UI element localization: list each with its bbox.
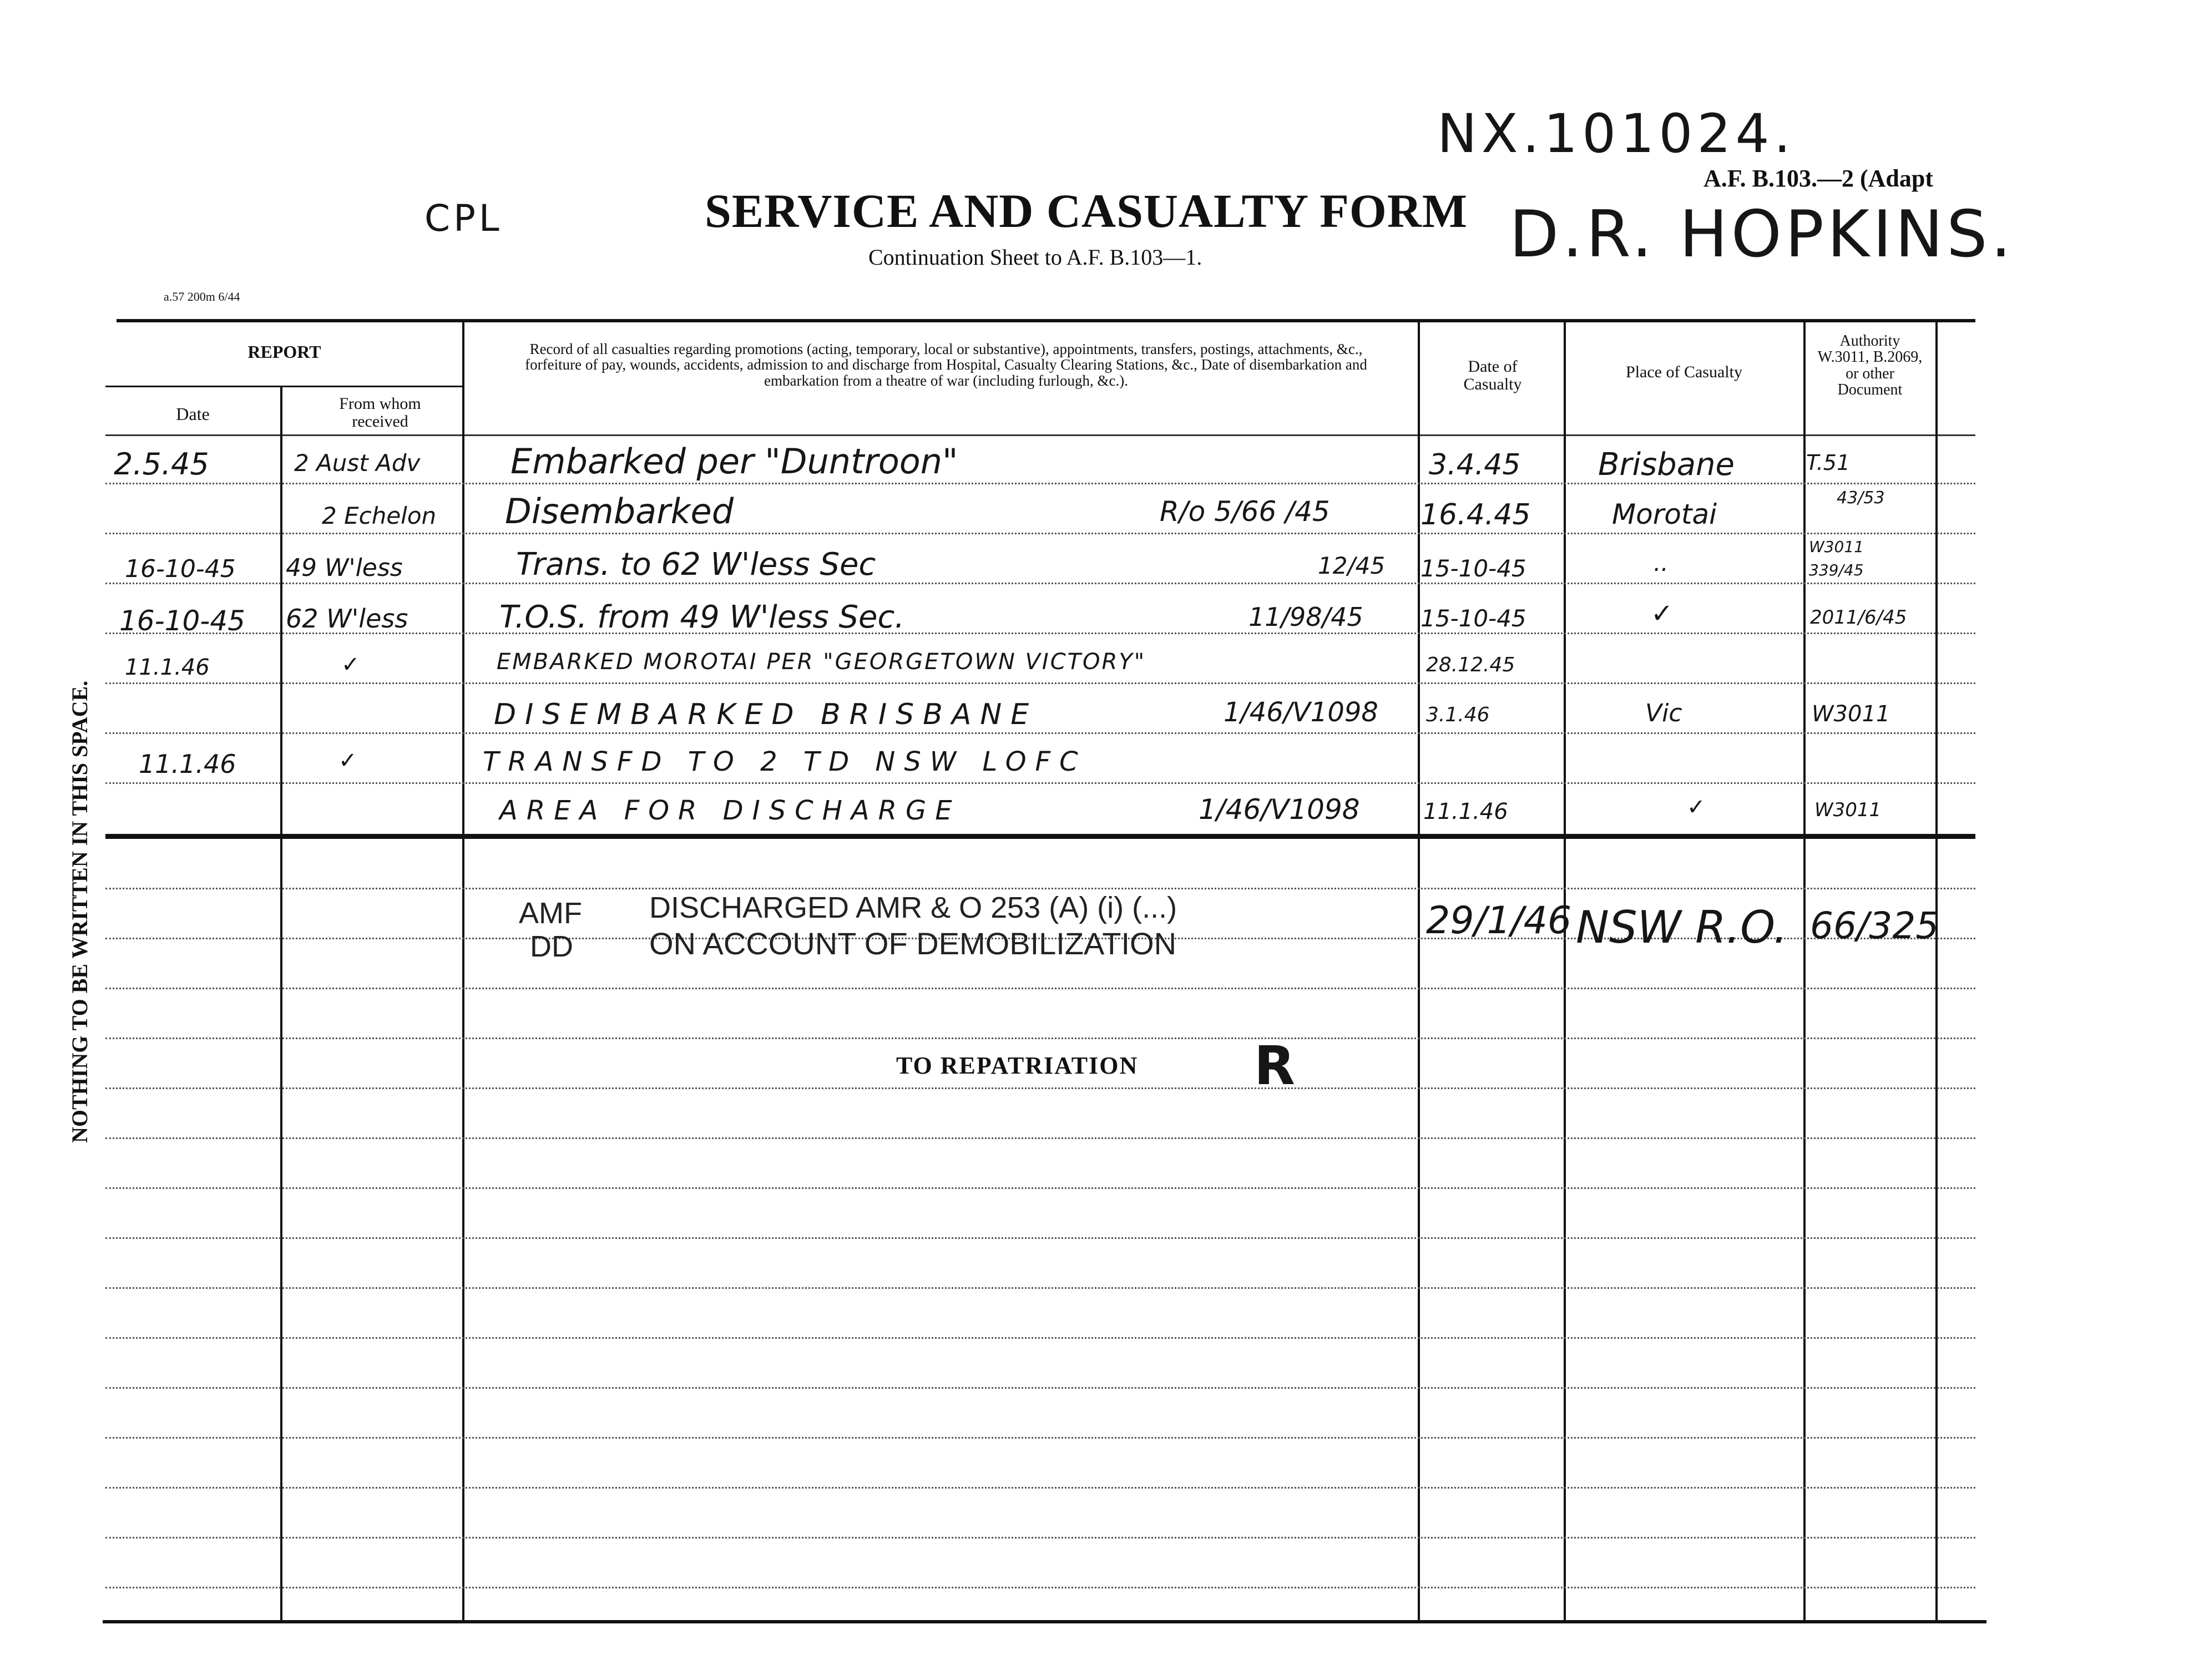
entry-4-date: 16-10-45	[119, 605, 245, 637]
entry-4-record: T.O.S. from 49 W'less Sec.	[499, 599, 905, 635]
entry-4-place: ✓	[1651, 598, 1674, 629]
rank: CPL	[424, 197, 503, 240]
entry-1-place: Brisbane	[1598, 447, 1735, 483]
entry-2-place: Morotai	[1612, 498, 1717, 530]
entry-2-from: 2 Echelon	[322, 502, 437, 529]
entry-6-casualty-date: 3.1.46	[1426, 704, 1490, 726]
header-date: Date	[176, 404, 210, 424]
entry-3-record: Trans. to 62 W'less Sec	[516, 546, 876, 583]
entry-2-record: Disembarked	[505, 491, 734, 532]
stamp-amf: AMF	[519, 897, 582, 930]
col-line-from	[462, 321, 464, 1622]
col-line-place	[1803, 321, 1806, 1622]
header-authority: Authority W.3011, B.2069, or other Document	[1817, 332, 1923, 399]
table-bottom-border	[103, 1620, 1986, 1623]
col-line-date	[280, 386, 282, 1622]
entry-8-casualty-date: 11.1.46	[1423, 799, 1508, 824]
entry-1-casualty-date: 3.4.45	[1429, 448, 1521, 482]
margin-note: NOTHING TO BE WRITTEN IN THIS SPACE.	[67, 680, 92, 1143]
discharge-line-2: ON ACCOUNT OF DEMOBILIZATION	[649, 926, 1177, 961]
entry-3-ref: 12/45	[1318, 552, 1386, 579]
entry-7-record: TRANSFD TO 2 TD NSW LOFC	[483, 746, 1087, 777]
discharge-place: NSW R.O.	[1576, 902, 1788, 953]
entry-5-record: EMBARKED MOROTAI PER "GEORGETOWN VICTORY"	[497, 649, 1146, 675]
form-title: SERVICE AND CASUALTY FORM	[705, 184, 1468, 237]
form-code: a.57 200m 6/44	[164, 290, 240, 303]
header-underline	[105, 434, 1975, 436]
discharge-line-1: DISCHARGED AMR & O 253 (A) (i) (...)	[649, 891, 1177, 924]
service-number: NX.101024.	[1437, 103, 1796, 165]
col-line-date-casualty	[1564, 321, 1566, 1622]
entry-8-place: ✓	[1687, 795, 1706, 820]
entry-1-from: 2 Aust Adv	[294, 449, 421, 477]
header-date-of-casualty: Date of Casualty	[1463, 357, 1522, 393]
entry-7-date: 11.1.46	[139, 749, 236, 779]
soldier-name: D.R. HOPKINS.	[1509, 197, 2015, 272]
table-top-border	[117, 319, 1975, 322]
repatriation-mark: R	[1254, 1035, 1298, 1097]
entry-8-authority: W3011	[1814, 799, 1882, 821]
entry-2-casualty-date: 16.4.45	[1420, 498, 1531, 532]
entry-1-date: 2.5.45	[114, 447, 209, 482]
entry-4-ref: 11/98/45	[1248, 602, 1363, 632]
entry-2-ref: R/o 5/66 /45	[1160, 495, 1330, 528]
form-reference: A.F. B.103.—2 (Adapt	[1703, 165, 1933, 192]
entry-5-casualty-date: 28.12.45	[1426, 654, 1515, 676]
entry-5-from: ✓	[341, 652, 360, 677]
header-place-of-casualty: Place of Casualty	[1626, 363, 1742, 381]
header-record: Record of all casualties regarding promotions (acting, temporary, local or substantive), appointments, transfers, postings, attachments, &c., forfeiture of pay, wounds, accidents, admission to and discharge from Hospital, Casualty Clearing Stations, &c., Date of disembarkation and embarkation from a theatre of war (including furlough, &c.).	[525, 341, 1367, 389]
col-line-authority	[1935, 321, 1938, 1622]
entry-6-ref: 1/46/V1098	[1224, 697, 1378, 728]
entry-6-record: DISEMBARKED BRISBANE	[494, 698, 1038, 731]
entry-1-record: Embarked per "Duntroon"	[510, 441, 958, 482]
entry-4-from: 62 W'less	[286, 604, 408, 634]
discharge-authority: 66/325	[1810, 904, 1939, 947]
col-line-record	[1418, 321, 1420, 1622]
entry-2-authority: 43/53	[1837, 488, 1885, 508]
entry-3-date: 16-10-45	[125, 555, 236, 583]
section-divider	[105, 834, 1975, 839]
entry-1-authority: T.51	[1806, 451, 1851, 475]
stamp-dd: DD	[530, 930, 573, 963]
repatriation-stamp: TO REPATRIATION	[896, 1052, 1139, 1079]
entry-3-casualty-date: 15-10-45	[1420, 555, 1526, 582]
entry-4-casualty-date: 15-10-45	[1420, 605, 1526, 632]
entry-6-place: Vic	[1645, 699, 1682, 727]
header-from-whom: From whom received	[339, 394, 421, 431]
entry-3-from: 49 W'less	[286, 554, 403, 582]
entry-3-place: ..	[1654, 549, 1669, 576]
form-subtitle: Continuation Sheet to A.F. B.103—1.	[868, 245, 1202, 270]
entry-5-date: 11.1.46	[125, 655, 210, 680]
entry-6-authority: W3011	[1812, 701, 1890, 727]
entry-8-record: AREA FOR DISCHARGE	[499, 795, 961, 826]
entry-7-from: ✓	[338, 748, 357, 773]
header-report: REPORT	[247, 342, 321, 362]
entry-3-authority: W3011 339/45	[1809, 538, 1864, 579]
entry-8-ref: 1/46/V1098	[1199, 793, 1360, 826]
report-subheader-line	[105, 386, 463, 387]
entry-4-authority: 2011/6/45	[1810, 606, 1907, 629]
discharge-date: 29/1/46	[1426, 899, 1572, 943]
